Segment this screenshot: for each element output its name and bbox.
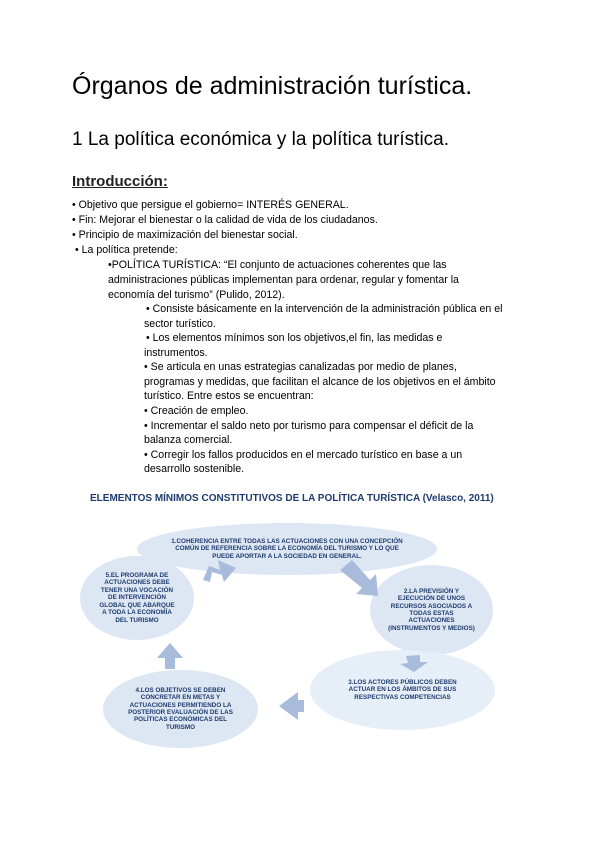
diagram-title: ELEMENTOS MÍNIMOS CONSTITUTIVOS DE LA POLÍTICA TURÍSTICA (Velasco, 2011) xyxy=(90,493,494,504)
arrow-up-icon xyxy=(157,643,183,669)
point-line: • Se articula en unas estrategias canalizadas por medio de planes, xyxy=(144,361,457,373)
definition-line: •POLÍTICA TURÍSTICA: “El conjunto de actuaciones coherentes que las xyxy=(108,259,447,271)
bullet-principle: • Principio de maximización del bienestar social. xyxy=(72,229,298,241)
diagram-node-5-text: 5.EL PROGRAMA DE ACTUACIONES DEBE TENER UNA VOCACIÓN DE INTERVENCIÓN GLOBAL QUE ABARQUE A TODA LA ECONOMÍA DEL TURISMO xyxy=(99,572,175,624)
section-heading: 1 La política económica y la política turística. xyxy=(72,129,450,150)
definition-line: economía del turismo” (Pulido, 2012). xyxy=(108,289,285,301)
introduction-heading: Introducción: xyxy=(72,173,168,190)
point-line: programas y medidas, que facilitan el alcance de los objetivos en el ámbito xyxy=(144,376,496,388)
point-line: sector turístico. xyxy=(144,318,216,330)
arrow-left-icon xyxy=(279,692,304,720)
arrow-right-down-icon xyxy=(340,560,378,596)
point-line: desarrollo sostenible. xyxy=(144,463,245,475)
point-line: instrumentos. xyxy=(144,347,208,359)
diagram-node-3-text: 3.LOS ACTORES PÚBLICOS DEBEN ACTUAR EN LOS ÁMBITOS DE SUS RESPECTIVAS COMPETENCIAS xyxy=(348,678,457,701)
point-line: • Consiste básicamente en la intervención de la administración pública en el xyxy=(146,303,503,315)
bullet-policy-aims: • La política pretende: xyxy=(75,244,178,256)
diagram-node-4-text: 4.LOS OBJETIVOS SE DEBEN CONCRETAR EN METAS Y ACTUACIONES PERMITIENDO LA POSTERIOR EVALUACIÓN DE LAS POLÍTICAS ECONÓMICAS DEL TURISMO xyxy=(128,686,233,731)
point-line: balanza comercial. xyxy=(144,434,233,446)
arrow-down-icon xyxy=(400,655,428,672)
arrow-up-right-icon xyxy=(203,560,236,582)
point-line: • Incrementar el saldo neto por turismo para compensar el déficit de la xyxy=(144,420,474,432)
diagram-node-1-text: 1.COHERENCIA ENTRE TODAS LAS ACTUACIONES CON UNA CONCEPCIÓN COMÚN DE REFERENCIA SOBRE LA ECONOMÍA DEL TURISMO Y LO QUE PUEDE APORTAR A LA SOCIEDAD EN GENERAL. xyxy=(171,537,403,560)
point-line: • Creación de empleo. xyxy=(144,405,249,417)
diagram-node-2-text: 2.LA PREVISIÓN Y EJECUCIÓN DE UNOS RECURSOS ASOCIADOS A TODAS ESTAS ACTUACIONES (INSTRUMENTOS Y MEDIOS) xyxy=(388,587,475,632)
page-title: Órganos de administración turística. xyxy=(72,72,473,100)
bullet-objective: • Objetivo que persigue el gobierno= INTERÉS GENERAL. xyxy=(72,199,349,211)
point-line: • Los elementos mínimos son los objetivos,el fin, las medidas e xyxy=(146,332,443,344)
point-line: turístico. Entre estos se encuentran: xyxy=(144,390,314,402)
definition-line: administraciones públicas implementan para ordenar, regular y fomentar la xyxy=(108,274,459,286)
point-line: • Corregir los fallos producidos en el mercado turístico en base a un xyxy=(144,449,463,461)
bullet-aim: • Fin: Mejorar el bienestar o la calidad de vida de los ciudadanos. xyxy=(72,214,378,226)
